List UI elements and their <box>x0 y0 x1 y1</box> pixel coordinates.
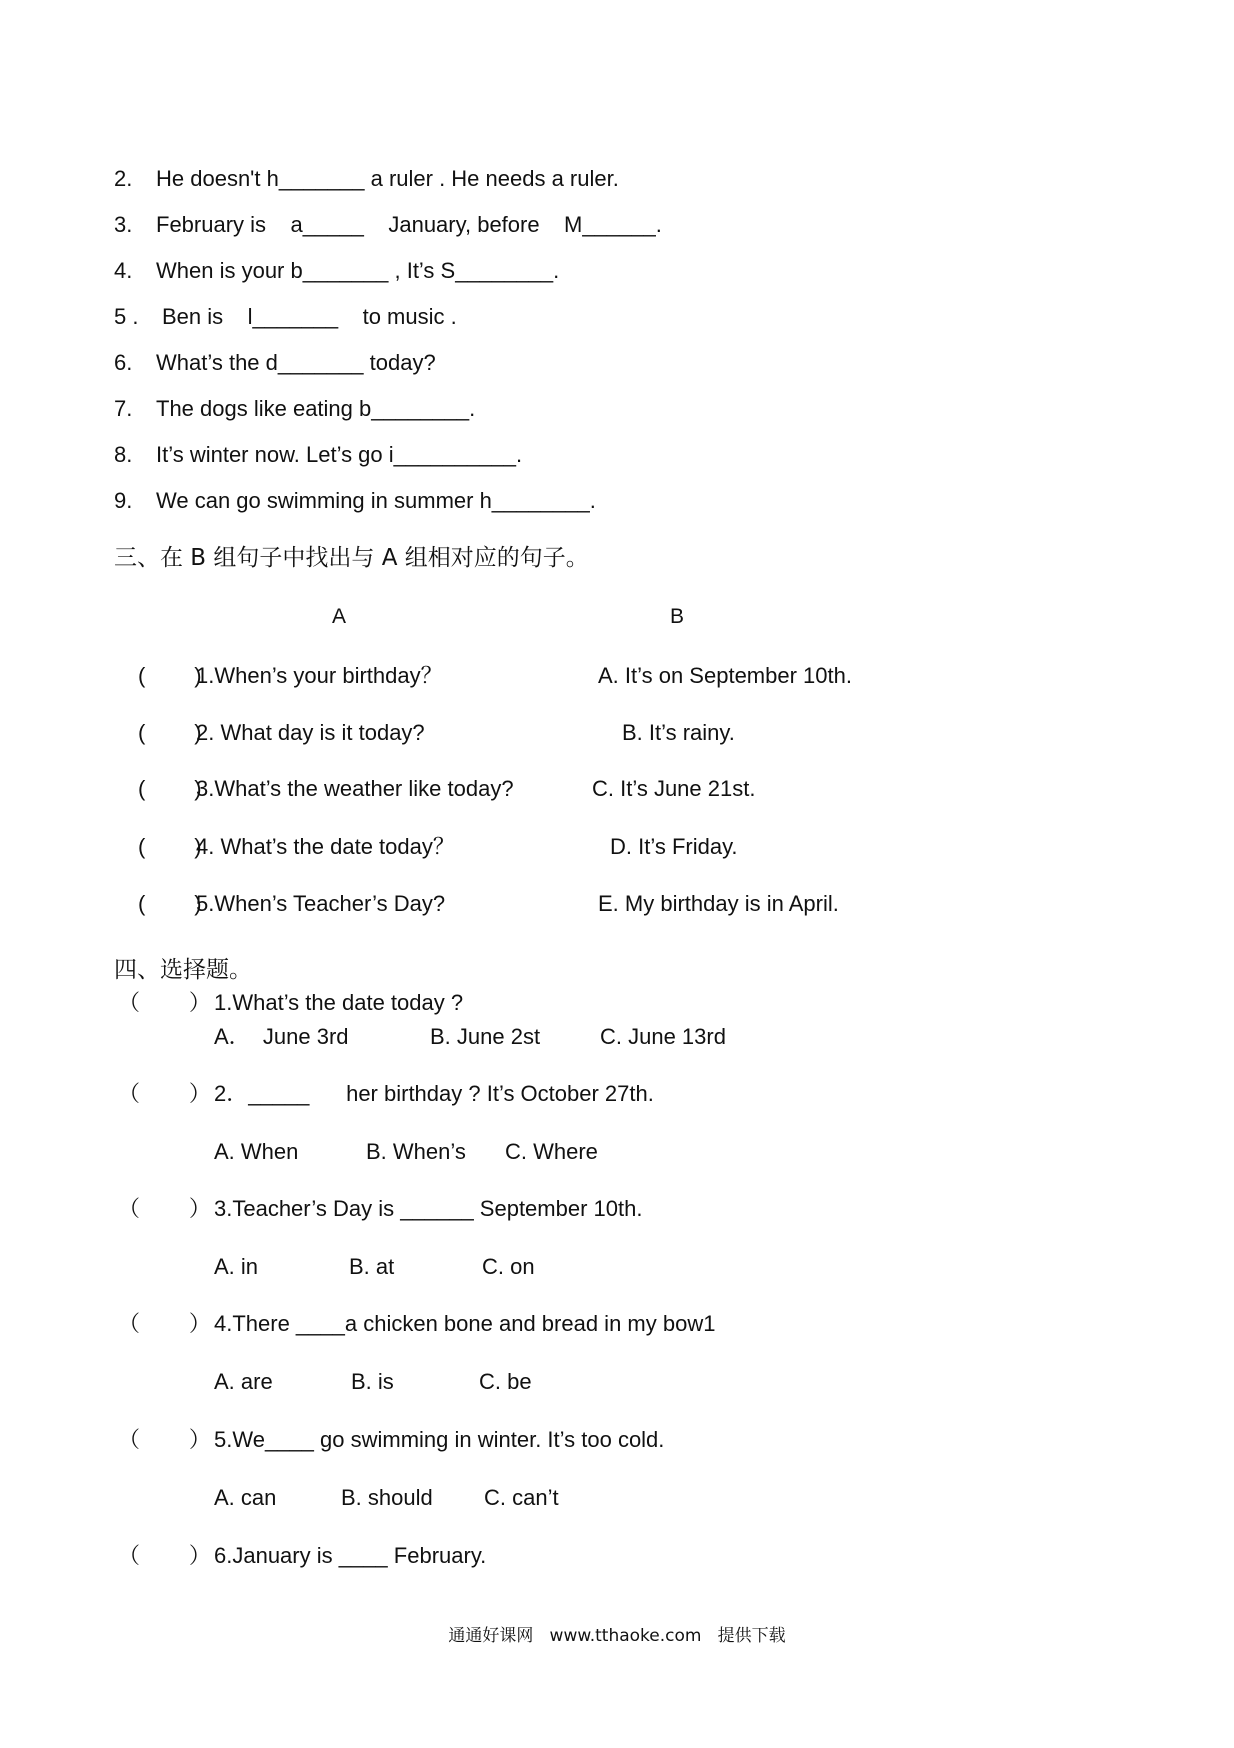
option-b: B. should <box>341 1485 433 1510</box>
answer-b: A. It’s on September 10th. <box>598 663 852 688</box>
fill-in-sentence: Ben is l_______ to music . <box>162 304 457 329</box>
answer-blank[interactable]: （ ） <box>118 1081 211 1106</box>
answer-b: E. My birthday is in April. <box>598 891 839 916</box>
option-a: A. When <box>214 1139 299 1164</box>
option-c: C. be <box>479 1369 532 1394</box>
option-c: C. June 13rd <box>600 1024 726 1049</box>
column-a-header: A <box>332 605 347 628</box>
question-a: 1.When’s your birthday？ <box>196 663 443 688</box>
fill-in-sentence: When is your b_______ , It’s S________. <box>156 258 560 283</box>
question-a: 4. What’s the date today？ <box>196 834 455 859</box>
option-c: C. on <box>482 1254 535 1279</box>
question-text: 6.January is ____ February. <box>214 1543 487 1568</box>
column-b-header: B <box>670 605 685 628</box>
page-footer: 通通好课网 www.tthaoke.com 提供下载 <box>448 1626 786 1646</box>
question-text: 5.We____ go swimming in winter. It’s too cold. <box>214 1427 665 1452</box>
item-number: 4. <box>114 258 133 283</box>
option-c: C. Where <box>505 1139 598 1164</box>
answer-b: D. It’s Friday. <box>610 834 738 859</box>
answer-b: B. It’s rainy. <box>622 720 735 745</box>
section4-heading: 四、选择题。 <box>114 957 252 983</box>
option-b: B. at <box>349 1254 395 1279</box>
item-number: 6. <box>114 350 133 375</box>
fill-in-sentence: It’s winter now. Let’s go i__________. <box>156 442 523 467</box>
fill-in-sentence: What’s the d_______ today? <box>156 350 436 375</box>
question-a: 5.When’s Teacher’s Day? <box>196 891 446 916</box>
answer-blank[interactable]: （ ） <box>118 1196 211 1221</box>
option-a: A. in <box>214 1254 259 1279</box>
option-b: B. June 2st <box>430 1024 541 1049</box>
answer-blank[interactable]: （ ） <box>118 1543 211 1568</box>
fill-in-sentence: We can go swimming in summer h________. <box>156 488 596 513</box>
item-number: 7. <box>114 396 133 421</box>
question-text: 2．_____ her birthday ? It’s October 27th. <box>214 1081 654 1106</box>
question-text: 1.What’s the date today ? <box>214 990 464 1015</box>
fill-in-sentence: The dogs like eating b________. <box>156 396 476 421</box>
question-a: 3.What’s the weather like today? <box>196 776 514 801</box>
item-number: 8. <box>114 442 133 467</box>
answer-blank[interactable]: ( ) <box>138 834 202 859</box>
section3-heading: 三、在 B 组句子中找出与 A 组相对应的句子。 <box>114 545 589 571</box>
question-a: 2. What day is it today? <box>196 720 425 745</box>
answer-blank[interactable]: ( ) <box>138 891 202 916</box>
option-b: B. When’s <box>366 1139 466 1164</box>
option-c: C. can’t <box>484 1485 559 1510</box>
answer-b: C. It’s June 21st. <box>592 776 756 801</box>
answer-blank[interactable]: ( ) <box>138 663 202 688</box>
option-a: A． June 3rd <box>214 1024 349 1049</box>
item-number: 5 . <box>114 304 139 329</box>
answer-blank[interactable]: （ ） <box>118 990 211 1015</box>
item-number: 9. <box>114 488 133 513</box>
answer-blank[interactable]: （ ） <box>118 1311 211 1336</box>
fill-in-sentence: February is a_____ January, before M______. <box>156 212 662 237</box>
option-b: B. is <box>351 1369 394 1394</box>
option-a: A. can <box>214 1485 277 1510</box>
item-number: 3. <box>114 212 133 237</box>
question-text: 3.Teacher’s Day is ______ September 10th. <box>214 1196 643 1221</box>
item-number: 2. <box>114 166 133 191</box>
question-text: 4.There ____a chicken bone and bread in my bow1 <box>214 1311 716 1336</box>
answer-blank[interactable]: （ ） <box>118 1427 211 1452</box>
option-a: A. are <box>214 1369 273 1394</box>
answer-blank[interactable]: ( ) <box>138 720 202 745</box>
answer-blank[interactable]: ( ) <box>138 776 202 801</box>
fill-in-sentence: He doesn't h_______ a ruler . He needs a ruler. <box>156 166 619 191</box>
